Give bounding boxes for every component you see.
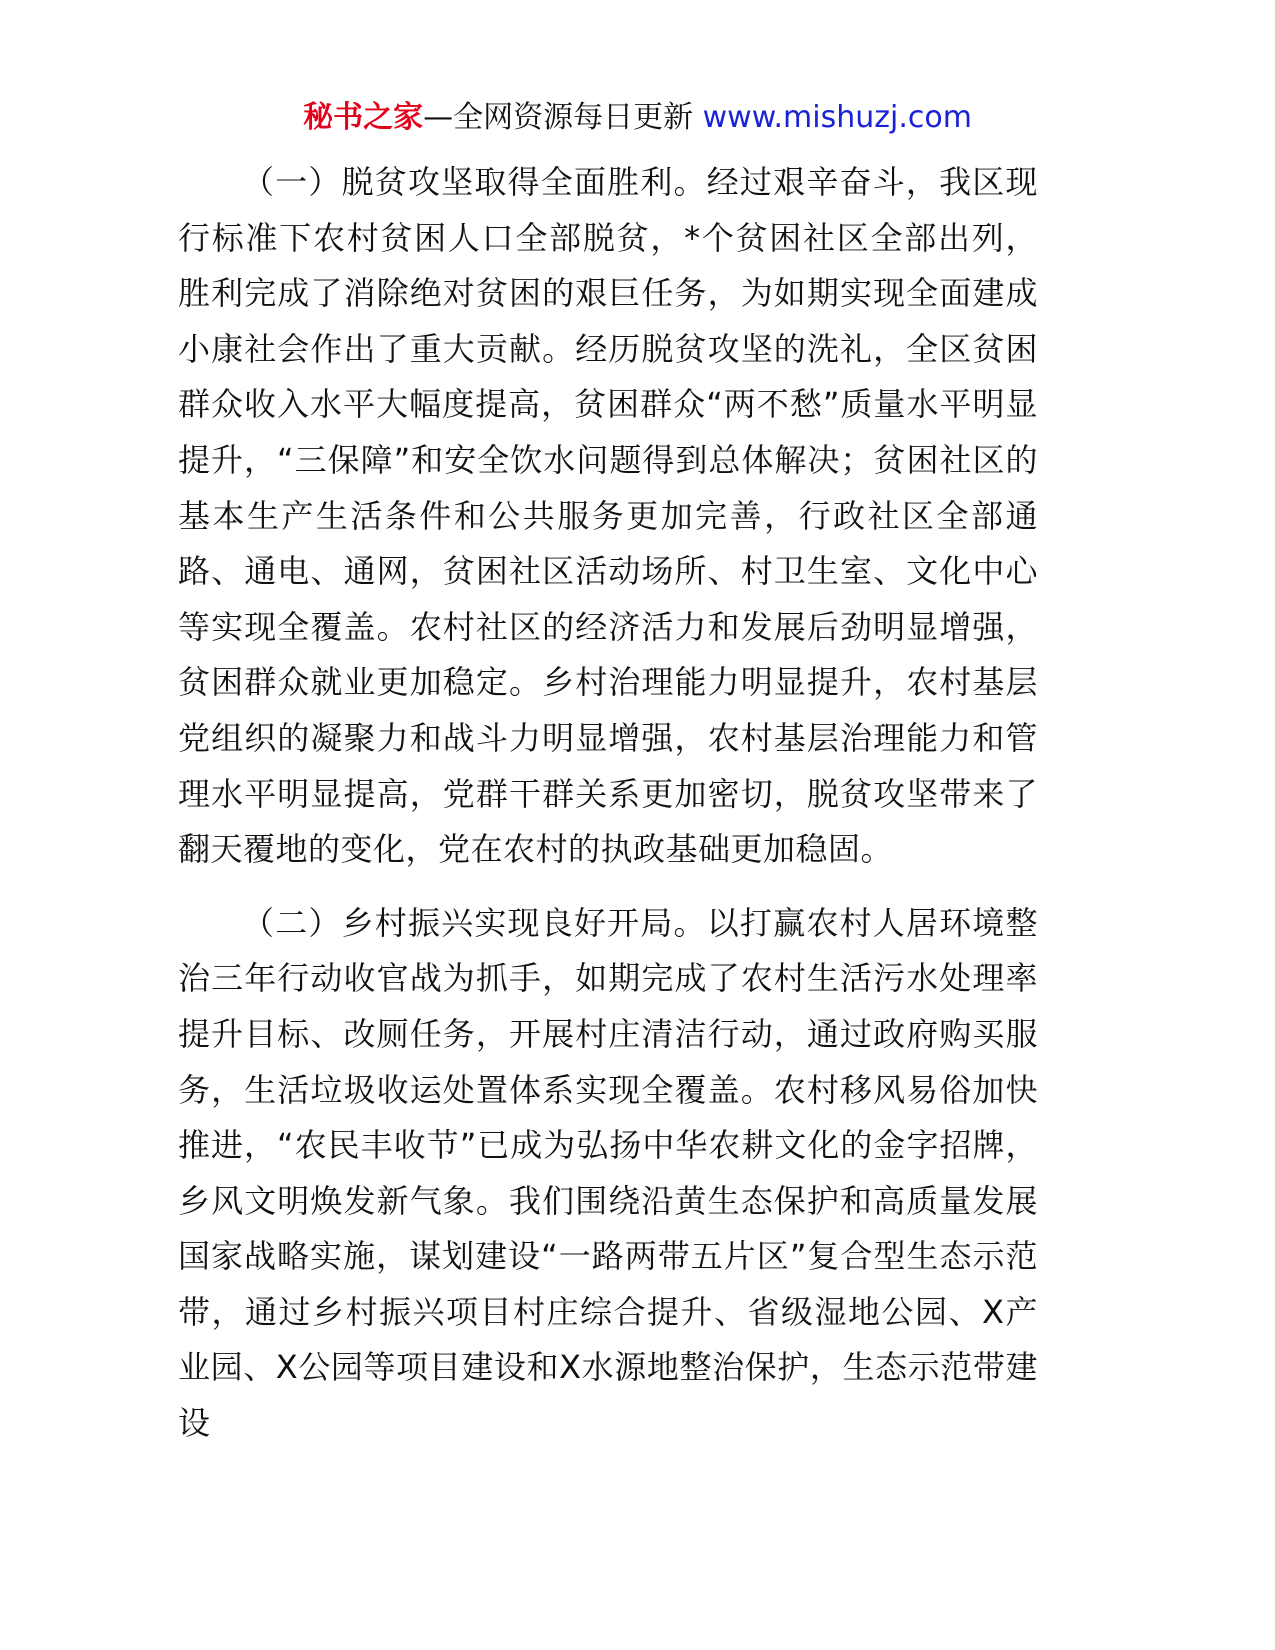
site-header [0, 98, 1275, 138]
document-body [178, 155, 1038, 1452]
brand-name: 秘书之家 [303, 100, 424, 135]
paragraph-rural-revitalization: （二）乡村振兴实现良好开局。以打赢农村人居环境整治三年行动收官战为抓手，如期完成了农村生活污水处理率提升目标、改厕任务，开展村庄清洁行动，通过政府购买服务，生活垃圾收运处置体系实现全覆盖。农村移风易俗加快推进，“农民丰收节”已成为弘扬中华农耕文化的金字招牌，乡风文明焕发新气象。我们围绕沿黄生态保护和高质量发展国家战略实施，谋划建设“一路两带五片区”复合型生态示范带，通过乡村振兴项目村庄综合提升、省级湿地公园、X产业园、X公园等项目建设和X水源地整治保护，生态示范带建设 [178, 903, 1038, 1443]
paragraph-poverty-alleviation: （一）脱贫攻坚取得全面胜利。经过艰辛奋斗，我区现行标准下农村贫困人口全部脱贫，*个贫困社区全部出列，胜利完成了消除绝对贫困的艰巨任务，为如期实现全面建成小康社会作出了重大贡献。经历脱贫攻坚的洗礼，全区贫困群众收入水平大幅度提高，贫困群众“两不愁”质量水平明显提升，“三保障”和安全饮水问题得到总体解决；贫困社区的基本生产生活条件和公共服务更加完善，行政社区全部通路、通电、通网，贫困社区活动场所、村卫生室、文化中心等实现全覆盖。农村社区的经济活力和发展后劲明显增强，贫困群众就业更加稳定。乡村治理能力明显提升，农村基层党组织的凝聚力和战斗力明显增强，农村基层治理能力和管理水平明显提高，党群干群关系更加密切，脱贫攻坚带来了翻天覆地的变化，党在农村的执政基础更加稳固。 [178, 163, 1038, 869]
header-tagline: —全网资源每日更新 [423, 100, 703, 135]
site-url[interactable]: www.mishuzj.com [702, 100, 972, 135]
